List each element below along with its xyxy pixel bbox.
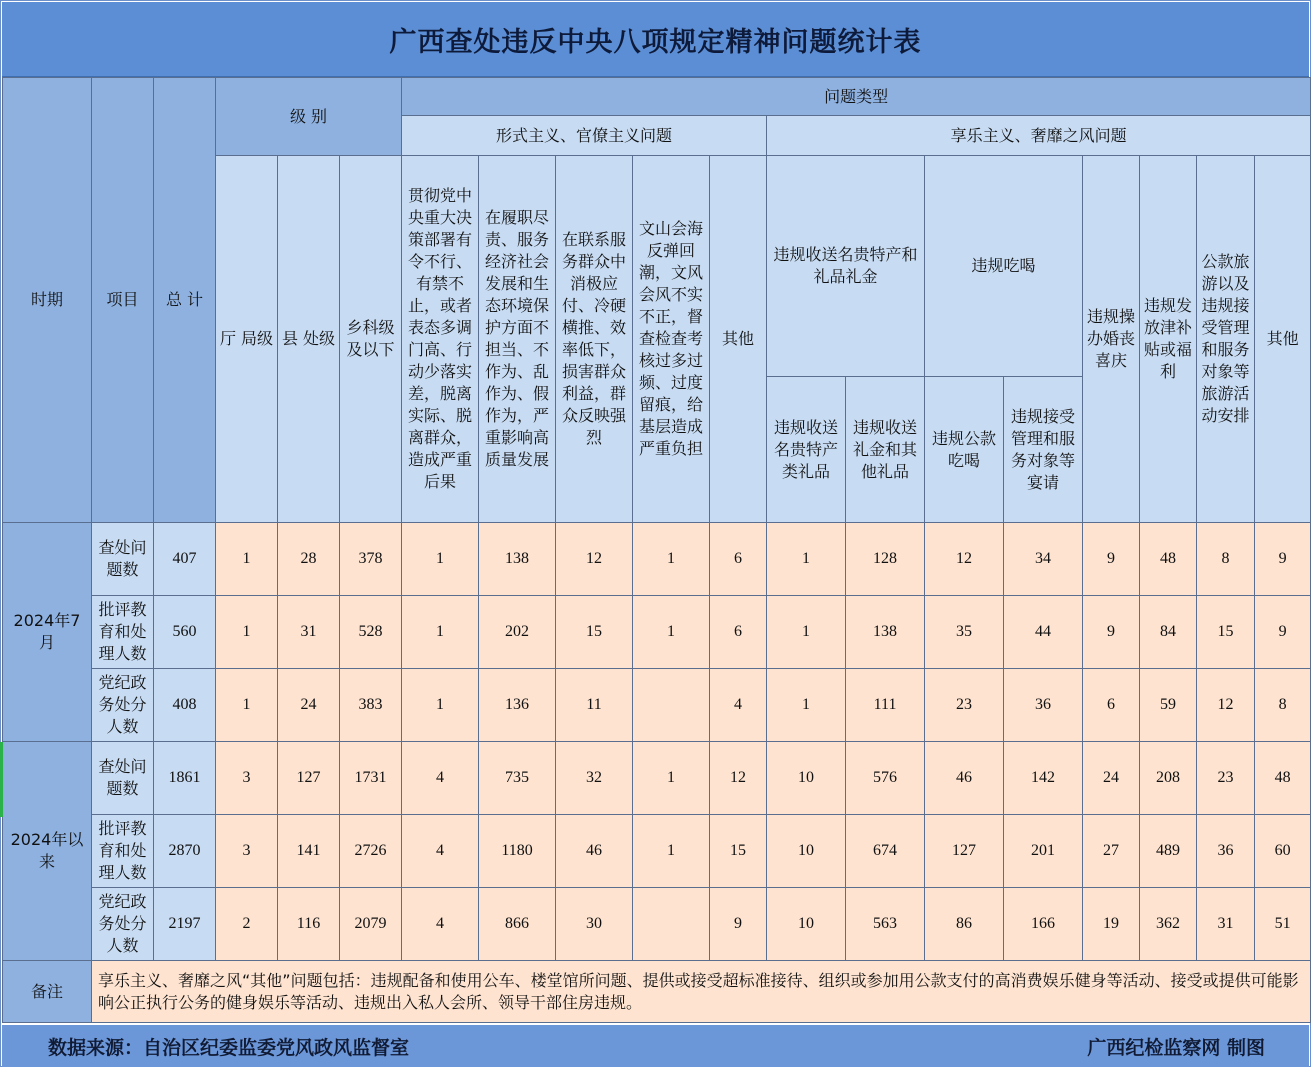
value-cell: 51 — [1255, 888, 1311, 961]
value-cell: 2 — [216, 888, 278, 961]
value-cell: 31 — [278, 596, 340, 669]
value-cell: 674 — [846, 815, 925, 888]
header-hedonism-group: 享乐主义、奢靡之风问题 — [767, 116, 1311, 156]
total-cell: 408 — [154, 669, 216, 742]
value-cell: 27 — [1083, 815, 1140, 888]
value-cell: 1180 — [479, 815, 556, 888]
header-item: 项目 — [92, 78, 154, 523]
table-row — [3, 742, 1311, 815]
header-level-xian: 县 处级 — [278, 156, 340, 523]
statistics-table — [2, 77, 1311, 1023]
value-cell: 6 — [710, 523, 767, 596]
value-cell: 3 — [216, 815, 278, 888]
value-cell: 138 — [479, 523, 556, 596]
value-cell: 1 — [767, 596, 846, 669]
value-cell: 6 — [1083, 669, 1140, 742]
value-cell: 9 — [1255, 596, 1311, 669]
value-cell: 528 — [340, 596, 402, 669]
header-formalism-4: 文山会海反弹回潮，文风会风不实不正，督查检查考核过多过频、过度留痕，给基层造成严重负担 — [633, 156, 710, 523]
header-hedonism-other: 其他 — [1255, 156, 1311, 523]
value-cell: 111 — [846, 669, 925, 742]
value-cell: 4 — [402, 888, 479, 961]
value-cell: 4 — [710, 669, 767, 742]
table-row — [3, 815, 1311, 888]
value-cell: 201 — [1004, 815, 1083, 888]
value-cell: 576 — [846, 742, 925, 815]
value-cell: 9 — [1255, 523, 1311, 596]
header-dining-group: 违规吃喝 — [925, 156, 1083, 377]
value-cell: 12 — [556, 523, 633, 596]
total-cell: 560 — [154, 596, 216, 669]
value-cell: 1 — [767, 523, 846, 596]
value-cell: 11 — [556, 669, 633, 742]
header-problem-type: 问题类型 — [402, 78, 1311, 116]
header-gift-group: 违规收送名贵特产和礼品礼金 — [767, 156, 925, 377]
value-cell: 202 — [479, 596, 556, 669]
period-cell: 2024年7月 — [3, 523, 92, 742]
value-cell: 2079 — [340, 888, 402, 961]
value-cell: 127 — [925, 815, 1004, 888]
value-cell: 10 — [767, 742, 846, 815]
value-cell: 1 — [402, 596, 479, 669]
value-cell: 866 — [479, 888, 556, 961]
value-cell: 44 — [1004, 596, 1083, 669]
value-cell: 563 — [846, 888, 925, 961]
value-cell: 59 — [1140, 669, 1197, 742]
value-cell: 10 — [767, 815, 846, 888]
header-level-group: 级 别 — [216, 78, 402, 156]
value-cell: 1731 — [340, 742, 402, 815]
value-cell: 141 — [278, 815, 340, 888]
value-cell: 1 — [216, 669, 278, 742]
header-travel: 公款旅游以及违规接受管理和服务对象等旅游活动安排 — [1197, 156, 1255, 523]
header-dining-2: 违规接受管理和服务对象等宴请 — [1004, 377, 1083, 523]
value-cell: 127 — [278, 742, 340, 815]
value-cell: 1 — [216, 523, 278, 596]
value-cell — [633, 888, 710, 961]
value-cell: 48 — [1255, 742, 1311, 815]
row-item-label: 批评教育和处理人数 — [92, 596, 154, 669]
table-row — [3, 669, 1311, 742]
header-formalism-other: 其他 — [710, 156, 767, 523]
table-row — [3, 596, 1311, 669]
header-formalism-group: 形式主义、官僚主义问题 — [402, 116, 767, 156]
value-cell — [633, 669, 710, 742]
value-cell: 32 — [556, 742, 633, 815]
value-cell: 24 — [1083, 742, 1140, 815]
header-formalism-3: 在联系服务群众中消极应付、冷硬横推、效率低下，损害群众利益，群众反映强烈 — [556, 156, 633, 523]
value-cell: 19 — [1083, 888, 1140, 961]
footer-source: 数据来源：自治区纪委监委党风政风监督室 — [48, 1036, 410, 1059]
value-cell: 31 — [1197, 888, 1255, 961]
value-cell: 24 — [278, 669, 340, 742]
row-item-label: 党纪政务处分人数 — [92, 888, 154, 961]
header-gift-1: 违规收送名贵特产类礼品 — [767, 377, 846, 523]
value-cell: 1 — [402, 669, 479, 742]
value-cell: 15 — [556, 596, 633, 669]
value-cell: 60 — [1255, 815, 1311, 888]
value-cell: 46 — [925, 742, 1004, 815]
row-item-label: 查处问题数 — [92, 742, 154, 815]
value-cell: 28 — [278, 523, 340, 596]
header-dining-1: 违规公款吃喝 — [925, 377, 1004, 523]
total-cell: 1861 — [154, 742, 216, 815]
header-formalism-1: 贯彻党中央重大决策部署有令不行、有禁不止，或者表态多调门高、行动少落实差，脱离实际、脱离群众，造成严重后果 — [402, 156, 479, 523]
value-cell: 128 — [846, 523, 925, 596]
value-cell: 34 — [1004, 523, 1083, 596]
header-period: 时期 — [3, 78, 92, 523]
value-cell: 8 — [1255, 669, 1311, 742]
value-cell: 10 — [767, 888, 846, 961]
value-cell: 8 — [1197, 523, 1255, 596]
row-item-label: 批评教育和处理人数 — [92, 815, 154, 888]
page-title: 广西查处违反中央八项规定精神问题统计表 — [389, 26, 922, 58]
value-cell: 23 — [925, 669, 1004, 742]
header-formalism-2: 在履职尽责、服务经济社会发展和生态环境保护方面不担当、不作为、乱作为、假作为，严重影响高质量发展 — [479, 156, 556, 523]
table-row — [3, 888, 1311, 961]
note-label: 备注 — [3, 961, 92, 1023]
value-cell: 15 — [1197, 596, 1255, 669]
value-cell: 1 — [633, 523, 710, 596]
value-cell: 1 — [633, 596, 710, 669]
value-cell: 383 — [340, 669, 402, 742]
value-cell: 378 — [340, 523, 402, 596]
value-cell: 362 — [1140, 888, 1197, 961]
value-cell: 3 — [216, 742, 278, 815]
value-cell: 12 — [710, 742, 767, 815]
value-cell: 1 — [216, 596, 278, 669]
value-cell: 15 — [710, 815, 767, 888]
value-cell: 489 — [1140, 815, 1197, 888]
note-text: 享乐主义、奢靡之风“其他”问题包括：违规配备和使用公车、楼堂馆所问题、提供或接受超标准接待、组织或参加用公款支付的高消费娱乐健身等活动、接受或提供可能影响公正执行公务的健身娱乐等活动、违规出入私人会所、领导干部住房违规。 — [92, 961, 1311, 1023]
value-cell: 4 — [402, 742, 479, 815]
header-allowance: 违规发放津补贴或福利 — [1140, 156, 1197, 523]
header-level-ting: 厅 局级 — [216, 156, 278, 523]
total-cell: 2197 — [154, 888, 216, 961]
total-cell: 407 — [154, 523, 216, 596]
value-cell: 36 — [1197, 815, 1255, 888]
table-data-body — [3, 523, 1311, 961]
header-total: 总 计 — [154, 78, 216, 523]
period-cell: 2024年以来 — [3, 742, 92, 961]
value-cell: 9 — [1083, 596, 1140, 669]
header-level-xiang: 乡科级及以下 — [340, 156, 402, 523]
value-cell: 12 — [1197, 669, 1255, 742]
value-cell: 9 — [710, 888, 767, 961]
value-cell: 735 — [479, 742, 556, 815]
value-cell: 1 — [402, 523, 479, 596]
row-item-label: 查处问题数 — [92, 523, 154, 596]
value-cell: 48 — [1140, 523, 1197, 596]
value-cell: 9 — [1083, 523, 1140, 596]
title-bar — [2, 2, 1309, 77]
value-cell: 138 — [846, 596, 925, 669]
value-cell: 166 — [1004, 888, 1083, 961]
value-cell: 142 — [1004, 742, 1083, 815]
footer-credit: 广西纪检监察网 制图 — [1087, 1036, 1265, 1059]
footer-bar — [2, 1025, 1309, 1067]
value-cell: 208 — [1140, 742, 1197, 815]
value-cell: 1 — [767, 669, 846, 742]
header-gift-2: 违规收送礼金和其他礼品 — [846, 377, 925, 523]
value-cell: 2726 — [340, 815, 402, 888]
value-cell: 35 — [925, 596, 1004, 669]
value-cell: 1 — [633, 815, 710, 888]
table-row — [3, 523, 1311, 596]
value-cell: 12 — [925, 523, 1004, 596]
green-edge-marker — [0, 742, 3, 817]
value-cell: 4 — [402, 815, 479, 888]
value-cell: 36 — [1004, 669, 1083, 742]
value-cell: 86 — [925, 888, 1004, 961]
total-cell: 2870 — [154, 815, 216, 888]
value-cell: 84 — [1140, 596, 1197, 669]
value-cell: 46 — [556, 815, 633, 888]
value-cell: 1 — [633, 742, 710, 815]
value-cell: 116 — [278, 888, 340, 961]
row-item-label: 党纪政务处分人数 — [92, 669, 154, 742]
value-cell: 136 — [479, 669, 556, 742]
value-cell: 6 — [710, 596, 767, 669]
value-cell: 23 — [1197, 742, 1255, 815]
value-cell: 30 — [556, 888, 633, 961]
header-wedding: 违规操办婚丧喜庆 — [1083, 156, 1140, 523]
